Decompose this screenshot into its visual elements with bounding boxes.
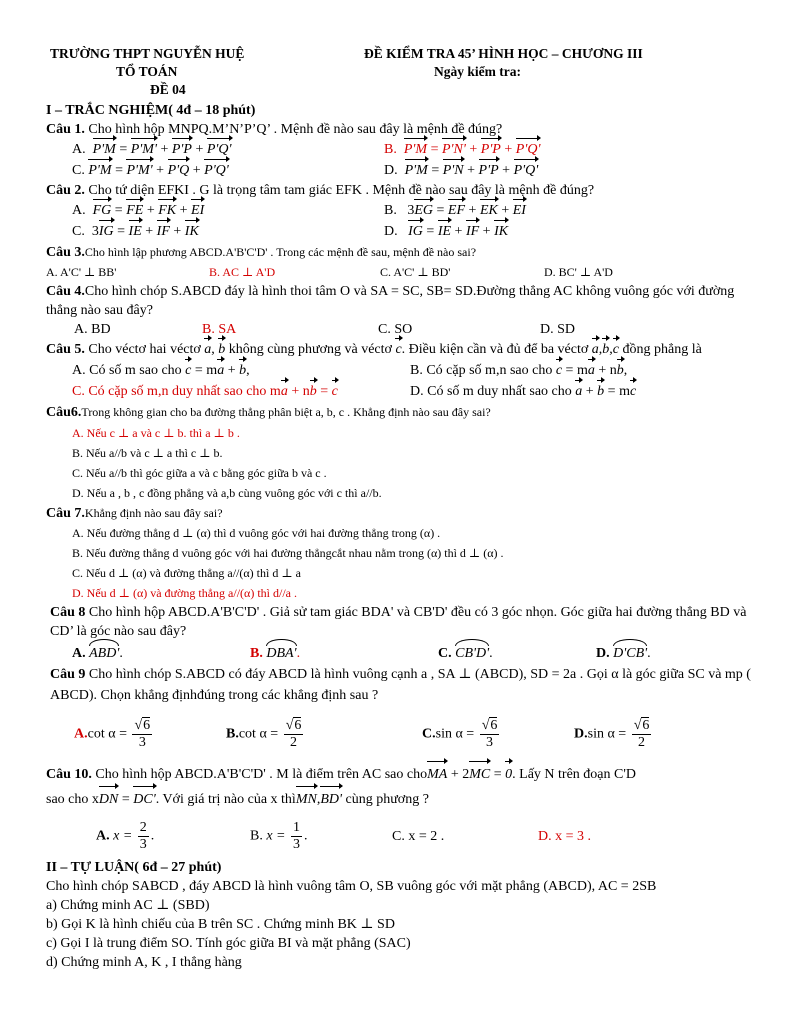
- q8-options: [46, 643, 752, 664]
- q9-option-d: D.sin α = $\frac{√6}{2}$: [574, 717, 650, 750]
- q1-option-a: A. P'M = P'M' + P'P + P'Q': [46, 139, 384, 160]
- q5-option-b: B. Có cặp số m,n sao cho c = ma + nb,: [410, 360, 627, 381]
- q9-option-b: B.cot α = $\frac{√6}{2}$: [226, 717, 302, 750]
- question-4: [46, 282, 752, 320]
- q1-text: Cho hình hộp MNPQ.M’N’P’Q’ . Mệnh đề nào sau đây là mệnh đề đúng?: [88, 122, 503, 137]
- q2-option-b: B. 3EG = EF + EK + EI: [384, 200, 526, 221]
- q10-option-a: A. x = $\frac{2}{3}$ .: [96, 819, 155, 852]
- q8-option-d: D. D'CB'.: [596, 643, 651, 664]
- q6-label: Câu6.: [46, 405, 82, 420]
- q8-label: Câu 8: [50, 605, 86, 620]
- q5-options-row1: [46, 360, 752, 381]
- q4-option-a: A. BD: [74, 322, 111, 337]
- q10-option-b: B. x = $\frac{1}{3}$ .: [250, 819, 308, 852]
- question-9: [46, 664, 752, 706]
- q1-option-d: D. P'M = P'N + P'P + P'Q': [384, 160, 538, 181]
- q8-option-b: B. DBA'.: [250, 643, 438, 664]
- essay-intro: Cho hình chóp SABCD , đáy ABCD là hình vuông tâm O, SB vuông góc với mặt phẳng (ABCD), AC = 2SB: [46, 879, 657, 894]
- part2-title: II – TỰ LUẬN( 6đ – 27 phút): [46, 860, 222, 875]
- exam-title: ĐỀ KIỂM TRA 45’ HÌNH HỌC – CHƯƠNG III: [364, 46, 643, 61]
- q7-option-b: B. Nếu đường thẳng d vuông góc với hai đường thẳngcắt nhau nằm trong (α) thì d ⊥ (α) .: [72, 546, 504, 560]
- question-8: [46, 603, 752, 641]
- q10-option-c: C. x = 2 .: [392, 828, 445, 844]
- essay-part-c: c) Gọi I là trung điểm SO. Tính góc giữa BI và mặt phẳng (SAC): [46, 936, 411, 951]
- exam-code: ĐỀ 04: [150, 82, 186, 97]
- q9-options: [46, 712, 752, 756]
- q3-option-d: D. BC' ⊥ A'D: [544, 265, 613, 279]
- q2-option-c: C. 3IG = IE + IF + IK: [46, 221, 384, 242]
- q2-label: Câu 2.: [46, 183, 85, 198]
- q1-options-row2: [46, 160, 752, 181]
- q10-options: [46, 816, 752, 856]
- q2-option-d: D. IG = IE + IF + IK: [384, 221, 508, 242]
- essay-part-d: d) Chứng minh A, K , I thẳng hàng: [46, 955, 242, 970]
- q3-options: [46, 262, 752, 282]
- q3-label: Câu 3.: [46, 245, 85, 260]
- q6-option-d: D. Nếu a , b , c đồng phẳng và a,b cùng vuông góc với c thì a//b.: [72, 486, 382, 500]
- q4-label: Câu 4.: [46, 284, 85, 299]
- q10-label: Câu 10.: [46, 767, 92, 782]
- q7-text: Khẳng định nào sau đây sai?: [84, 506, 223, 520]
- question-1: [46, 120, 752, 139]
- q9-option-a: A.cot α = $\frac{√6}{3}$: [74, 717, 151, 750]
- q1-option-b: B. P'M = P'N' + P'P + P'Q': [384, 139, 540, 160]
- part1-title: I – TRẮC NGHIỆM( 4đ – 18 phút): [46, 103, 256, 118]
- question-6: [46, 402, 752, 423]
- q9-text: Cho hình chóp S.ABCD có đáy ABCD là hình vuông cạnh a , SA ⊥ (ABCD), SD = 2a . Gọi α là góc giữa SC và mp ( ABCD). Chọn khẳng địnhđúng trong các khẳng định sau ?: [50, 667, 751, 703]
- q4-option-c: C. SO: [378, 322, 413, 337]
- department: TỔ TOÁN: [116, 64, 178, 79]
- question-5: Câu 5. Cho véctơ hai véctơ a, b không cùng phương và véctơ c. Điều kiện cần và đủ để ba véctơ a,b,c đồng phẳng là: [46, 339, 752, 360]
- question-3: [46, 242, 752, 262]
- q1-option-c: C. P'M = P'M' + P'Q + P'Q': [46, 160, 384, 181]
- q2-text: Cho tứ diện EFKI . G là trọng tâm tam giác EFK . Mệnh đề nào sau đây là mệnh đề đúng?: [88, 183, 595, 198]
- q6-option-c: C. Nếu a//b thì góc giữa a và c bằng góc giữa b và c .: [72, 466, 327, 480]
- q3-option-c: C. A'C' ⊥ BD': [380, 265, 451, 279]
- question-2: [46, 181, 752, 200]
- q6-option-b: B. Nếu a//b và c ⊥ a thì c ⊥ b.: [72, 446, 223, 460]
- q8-text: Cho hình hộp ABCD.A'B'C'D' . Giả sử tam giác BDA' và CB'D' đều có 3 góc nhọn. Góc giữa hai đường thẳng BD và CD’ là góc nào sau đây?: [50, 605, 747, 639]
- school-name: TRƯỜNG THPT NGUYỄN HUỆ: [50, 46, 245, 61]
- q5-label: Câu 5.: [46, 342, 85, 357]
- q5-options-row2: [46, 381, 752, 402]
- q2-options-row2: [46, 221, 752, 242]
- q4-text: Cho hình chóp S.ABCD đáy là hình thoi tâm O và SA = SC, SB= SD.Đường thẳng AC không vuông góc với đường thẳng nào sau đây?: [46, 284, 735, 318]
- exam-date-label: Ngày kiểm tra:: [434, 64, 521, 79]
- q4-option-d: D. SD: [540, 322, 576, 337]
- q2-option-a: A. FG = FE + FK + EI: [46, 200, 384, 221]
- essay-part-b: b) Gọi K là hình chiếu của B trên SC . Chứng minh BK ⊥ SD: [46, 917, 395, 932]
- q7-option-c: C. Nếu d ⊥ (α) và đường thẳng a//(α) thì d ⊥ a: [72, 566, 301, 580]
- question-10: Câu 10. Cho hình hộp ABCD.A'B'C'D' . M là điểm trên AC sao choMA + 2MC = 0. Lấy N trên đoạn C'D sao cho xDN = DC'. Với giá trị nào của x thìMN,BD' cùng phương ?: [46, 762, 752, 812]
- q6-option-a: A. Nếu c ⊥ a và c ⊥ b. thì a ⊥ b .: [72, 426, 240, 440]
- q7-label: Câu 7.: [46, 506, 85, 521]
- q7-option-d: D. Nếu d ⊥ (α) và đường thẳng a//(α) thì d//a .: [72, 586, 297, 600]
- q9-option-c: C.sin α = $\frac{√6}{3}$: [422, 717, 498, 750]
- q6-text: Trong không gian cho ba đường thẳng phân biệt a, b, c . Khẳng định nào sau đây sai?: [81, 405, 491, 419]
- q8-option-a: A. ABD'.: [46, 643, 250, 664]
- q1-label: Câu 1.: [46, 122, 85, 137]
- q8-option-c: C. CB'D'.: [438, 643, 596, 664]
- q3-option-a: A. A'C' ⊥ BB': [46, 265, 117, 279]
- q4-option-b: B. SA: [202, 322, 237, 337]
- q5-option-a: A. Có số m sao cho c = ma + b,: [46, 360, 410, 381]
- exam-header: [46, 44, 752, 100]
- exam-page: [46, 44, 752, 972]
- q2-options-row1: [46, 200, 752, 221]
- essay-part-a: a) Chứng minh AC ⊥ (SBD): [46, 898, 210, 913]
- q5-option-d: D. Có số m duy nhất sao cho a + b = mc: [410, 381, 636, 402]
- question-7: [46, 503, 752, 523]
- q7-option-a: A. Nếu đường thẳng d ⊥ (α) thì d vuông góc với hai đường thẳng trong (α) .: [72, 526, 441, 540]
- q9-label: Câu 9: [50, 667, 86, 682]
- q5-option-c: C. Có cặp số m,n duy nhất sao cho ma + nb = c: [46, 381, 410, 402]
- q3-text: Cho hình lập phương ABCD.A'B'C'D' . Trong các mệnh đề sau, mệnh đề nào sai?: [84, 245, 477, 259]
- q10-option-d: D. x = 3 .: [538, 828, 592, 844]
- q3-option-b: B. AC ⊥ A'D: [209, 265, 276, 279]
